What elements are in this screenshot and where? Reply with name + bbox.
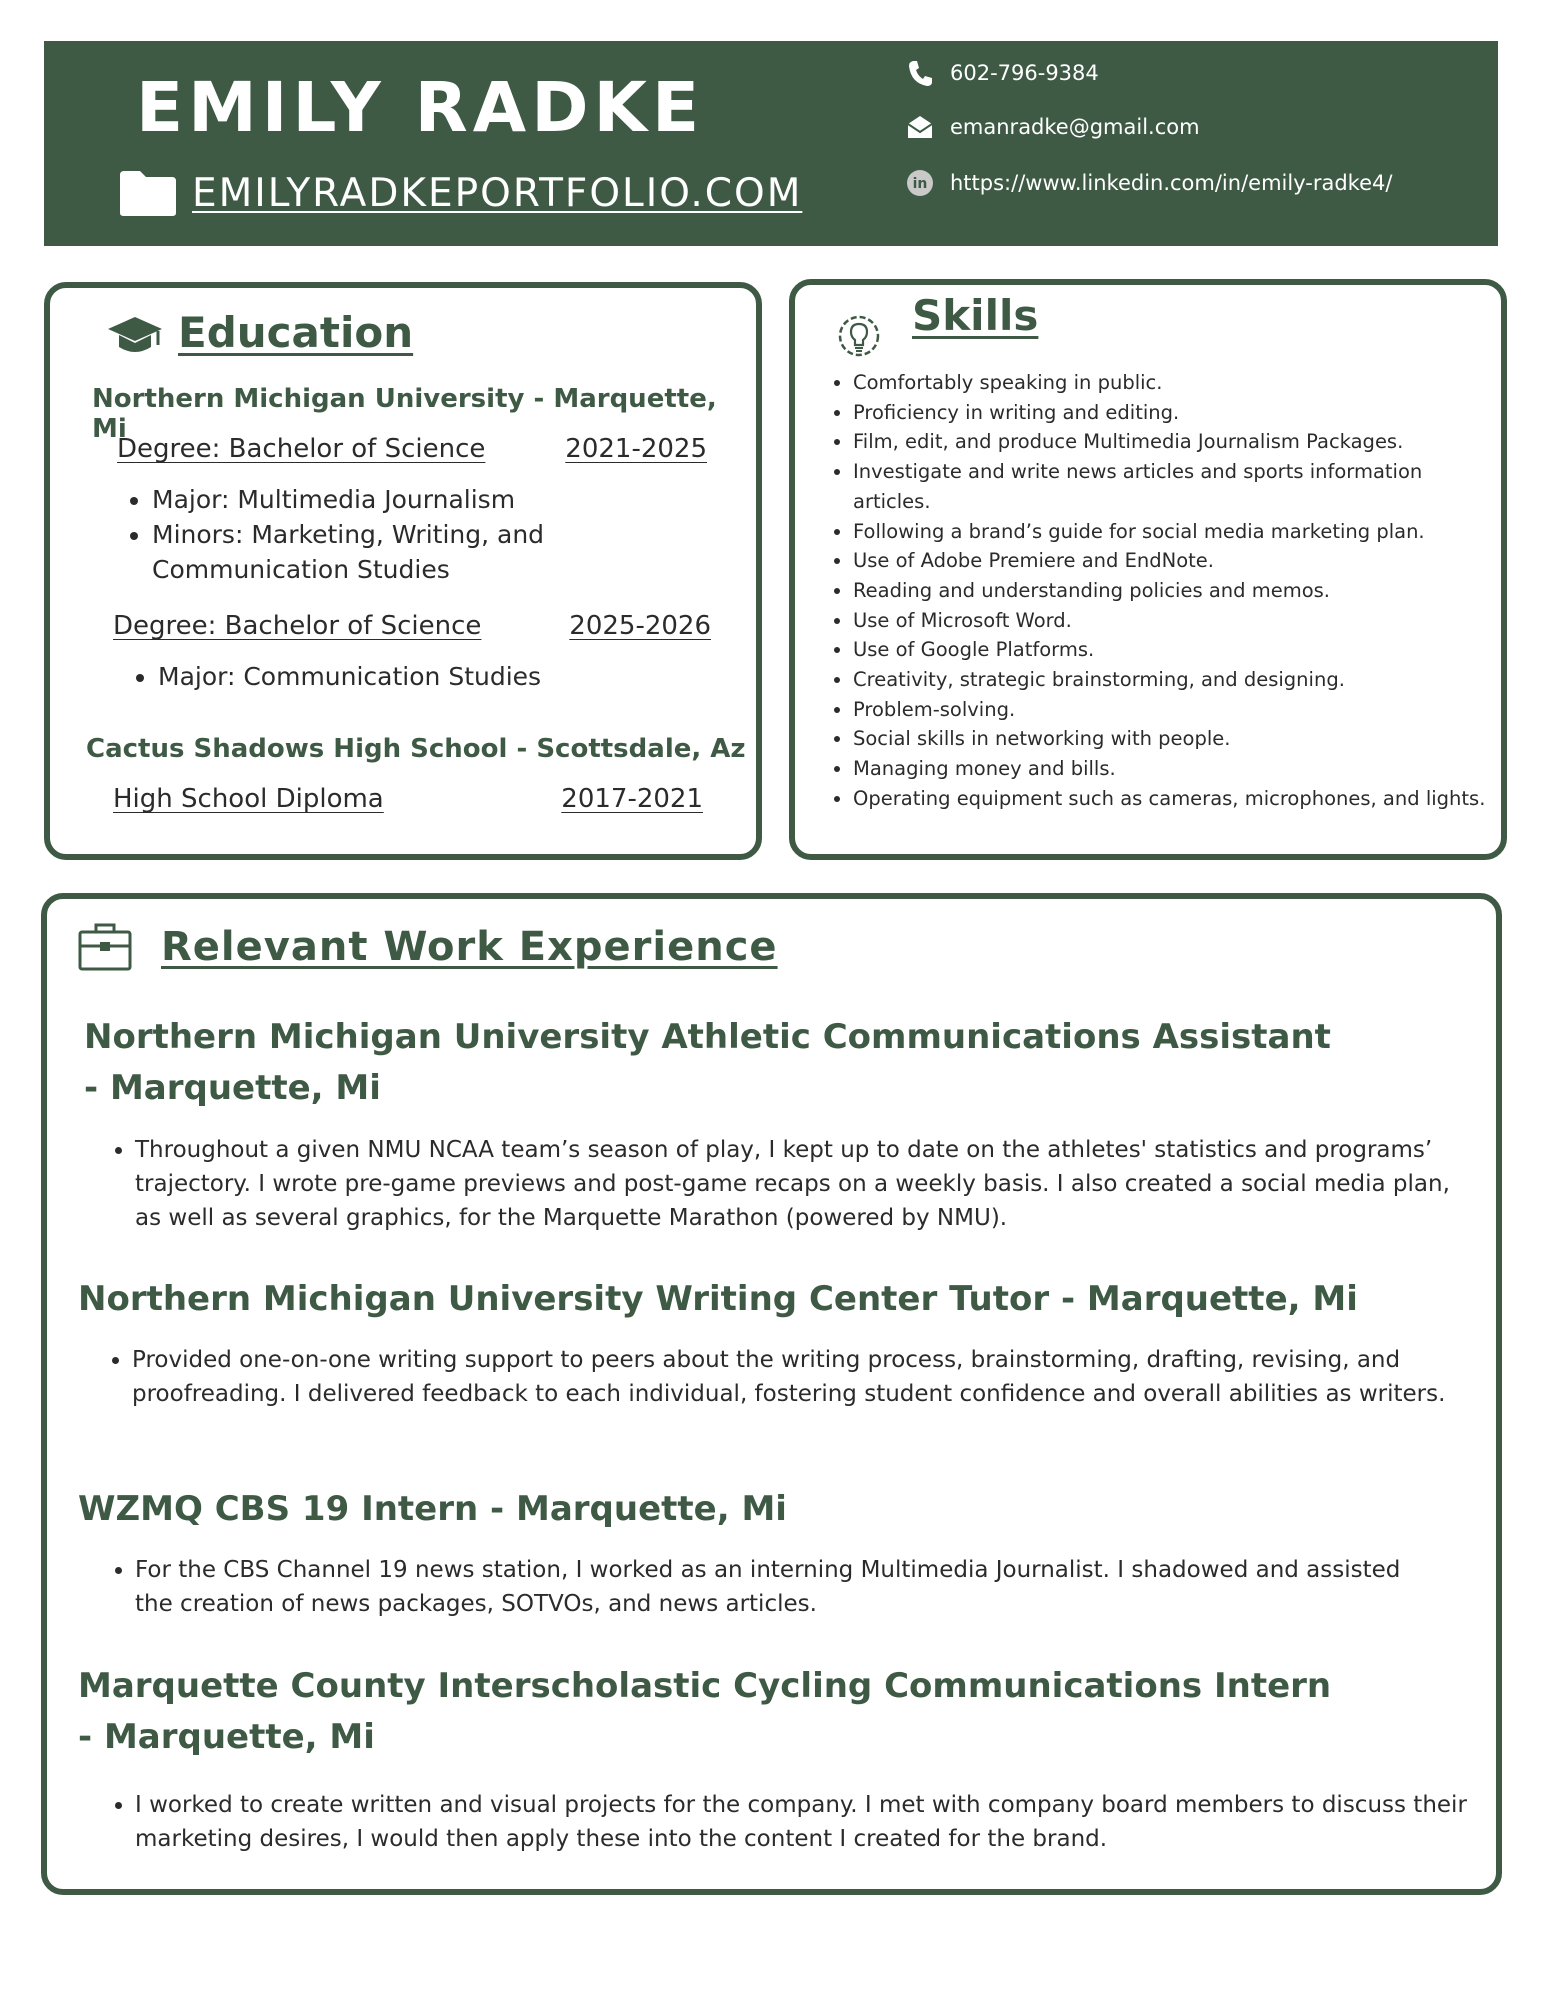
envelope-icon	[906, 113, 934, 141]
linkedin-url[interactable]: https://www.linkedin.com/in/emily-radke4/	[950, 171, 1393, 195]
email-row	[906, 113, 1200, 141]
list-item: • Minors: Marketing, Writing, and Communication Studies	[152, 517, 732, 587]
svg-text:in: in	[912, 176, 928, 192]
high-school-name: Cactus Shadows High School - Scottsdale, Az	[86, 734, 746, 764]
job-title-3: WZMQ CBS 19 Intern - Marquette, Mi	[78, 1489, 787, 1529]
skill-item: • Investigate and write news articles and sports information articles.	[853, 457, 1493, 516]
diploma-label: High School Diploma	[113, 784, 384, 814]
skills-section	[789, 279, 1507, 860]
phone-icon	[906, 59, 934, 87]
phone-number: 602-796-9384	[950, 61, 1099, 85]
list-item: • Throughout a given NMU NCAA team’s season of play, I kept up to date on the athletes' statistics and programs’ trajectory. I wrote pre-game previews and post-game recaps on a weekly basis. I also created a social media plan, as well as several graphics, for the Marquette Marathon (powered by NMU).	[135, 1133, 1465, 1235]
diploma-years: 2017-2021	[561, 784, 703, 814]
skill-item: • Following a brand’s guide for social media marketing plan.	[853, 517, 1493, 547]
skill-item: • Film, edit, and produce Multimedia Journalism Packages.	[853, 427, 1493, 457]
briefcase-icon	[77, 920, 133, 972]
candidate-name: EMILY RADKE	[136, 68, 705, 148]
list-item: • Major: Multimedia Journalism	[152, 482, 732, 517]
degree-label-2: Degree: Bachelor of Science	[113, 611, 482, 641]
skill-item: • Use of Microsoft Word.	[853, 606, 1493, 636]
skill-item: • Social skills in networking with people.	[853, 724, 1493, 754]
education-title: Education	[178, 308, 414, 357]
portfolio-link[interactable]: EMILYRADKEPORTFOLIO.COM	[192, 170, 803, 216]
job-desc-1	[105, 1133, 1465, 1235]
degree-2-list	[130, 659, 718, 694]
header-banner	[44, 41, 1498, 246]
work-experience-section	[41, 893, 1502, 1895]
email-address[interactable]: emanradke@gmail.com	[950, 115, 1200, 139]
linkedin-row	[906, 169, 1392, 197]
skills-title: Skills	[912, 291, 1039, 340]
work-title: Relevant Work Experience	[161, 924, 778, 970]
skills-list	[823, 368, 1493, 814]
degree-row-2	[113, 611, 711, 641]
skill-item: • Managing money and bills.	[853, 754, 1493, 784]
education-section	[44, 282, 762, 860]
skill-item: • Problem-solving.	[853, 695, 1493, 725]
degree-years-2: 2025-2026	[569, 611, 711, 641]
degree-1-list	[124, 482, 732, 587]
list-item: • I worked to create written and visual projects for the company. I met with company board members to discuss their marketing desires, I would then apply these into the content I created for the brand.	[135, 1788, 1475, 1856]
lightbulb-gear-icon	[833, 310, 885, 362]
diploma-row	[113, 784, 703, 814]
job-title-2: Northern Michigan University Writing Center Tutor - Marquette, Mi	[78, 1279, 1358, 1319]
phone-row	[906, 59, 1099, 87]
degree-row-1	[117, 434, 707, 464]
skill-item: • Comfortably speaking in public.	[853, 368, 1493, 398]
skill-item: • Operating equipment such as cameras, microphones, and lights.	[853, 784, 1493, 814]
skill-item: • Reading and understanding policies and memos.	[853, 576, 1493, 606]
job-title-1: Northern Michigan University Athletic Communications Assistant - Marquette, Mi	[84, 1017, 1331, 1108]
university-name: Northern Michigan University - Marquette, Mi	[92, 384, 717, 444]
job-desc-3	[105, 1553, 1445, 1621]
job-title-4: Marquette County Interscholastic Cycling Communications Intern - Marquette, Mi	[78, 1666, 1332, 1757]
skill-item: • Use of Google Platforms.	[853, 635, 1493, 665]
skill-item: • Creativity, strategic brainstorming, and designing.	[853, 665, 1493, 695]
graduation-cap-icon	[106, 315, 164, 359]
list-item: • Major: Communication Studies	[158, 659, 718, 694]
skill-item: • Use of Adobe Premiere and EndNote.	[853, 546, 1493, 576]
degree-label-1: Degree: Bachelor of Science	[117, 434, 486, 464]
list-item: • For the CBS Channel 19 news station, I worked as an interning Multimedia Journalist. I shadowed and assisted the creation of news packages, SOTVOs, and news articles.	[135, 1553, 1445, 1621]
skill-item: • Proficiency in writing and editing.	[853, 398, 1493, 428]
folder-icon	[116, 169, 178, 217]
list-item: • Provided one-on-one writing support to peers about the writing process, brainstorming, drafting, revising, and proofreading. I delivered feedback to each individual, fostering student confidence and overall abilities as writers.	[132, 1343, 1457, 1411]
portfolio-link-row	[116, 169, 802, 217]
job-desc-4	[105, 1788, 1475, 1856]
linkedin-icon	[906, 169, 934, 197]
degree-years-1: 2021-2025	[565, 434, 707, 464]
job-desc-2	[102, 1343, 1457, 1411]
